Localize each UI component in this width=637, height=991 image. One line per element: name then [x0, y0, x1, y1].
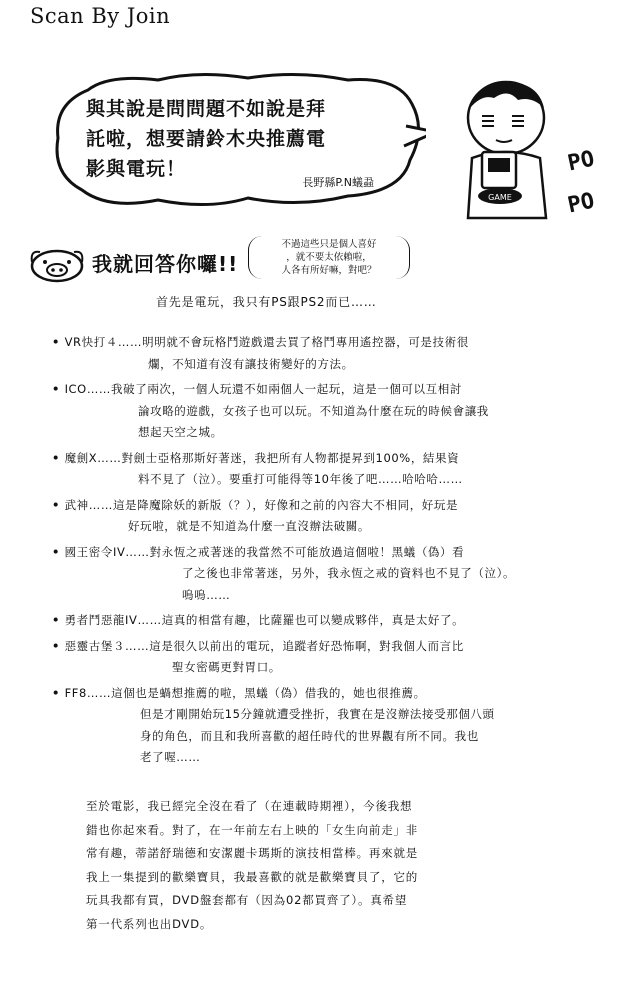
movie-line: 至於電影，我已經完全沒在看了（在連載時期裡），今後我想	[86, 799, 413, 813]
game-entry-continuation: 料不見了（泣）。要重打可能得等10年後了吧……哈哈哈……	[138, 472, 463, 486]
game-entry-title-line	[52, 332, 600, 354]
game-list	[52, 332, 600, 773]
aside-line: 人各有所好嘛，對吧？	[281, 265, 377, 276]
game-entry-continuation: 論攻略的遊戲，女孩子也可以玩。不知道為什麼在玩的時候會讓我	[138, 403, 489, 418]
game-entry	[52, 542, 600, 607]
pig-icon	[26, 244, 88, 288]
bullet-icon: •	[52, 638, 65, 653]
game-entry-continuation: 嗚嗚……	[182, 587, 231, 602]
game-entry-title-line	[52, 636, 600, 658]
mascot-shirt-label: GAME	[488, 193, 512, 202]
aside-line: ，就不要太依賴啦，	[286, 252, 372, 263]
game-entry-continuation: 聖女密碼更對胃口。	[172, 660, 281, 674]
intro-text: 首先是電玩，我只有PS跟PS2而已……	[156, 295, 377, 309]
bullet-icon: •	[52, 497, 65, 512]
movie-line: 常有趣，蒂諾舒瑞德和安潔麗卡瑪斯的演技相當棒。再來就是	[86, 846, 419, 860]
game-entry-title-line	[52, 683, 600, 705]
game-entry	[52, 636, 600, 679]
game-entry	[52, 495, 600, 538]
game-entry-continuation: 但是才剛開始玩15分鐘就遭受挫折，我實在是沒辦法接受那個八頭	[140, 707, 495, 721]
question-line: 與其說是問問題不如說是拜	[86, 98, 327, 120]
game-entry	[52, 448, 600, 491]
game-entry-continuation: 身的角色，而且和我所喜歡的超任時代的世界觀有所不同。我也	[140, 728, 479, 743]
question-text	[86, 94, 396, 184]
game-entry-title-line	[52, 610, 600, 632]
sound-effect-glyph: PO	[565, 188, 597, 219]
game-entry-text: FF8……這個也是蝸想推薦的啦，黑蟻（偽）借我的，她也很推薦。	[64, 685, 426, 700]
bullet-icon: •	[52, 335, 65, 349]
answer-heading: 我就回答你囉!!	[92, 252, 239, 276]
bullet-icon: •	[52, 613, 65, 627]
bullet-icon: •	[52, 544, 65, 559]
game-entry-title-line	[52, 448, 600, 470]
sound-effect	[565, 146, 597, 219]
question-line: 影與電玩！	[86, 158, 187, 180]
reader-signature: 長野縣P.N蟻蝨	[302, 176, 374, 189]
scan-credit: Scan By Join	[30, 4, 171, 28]
movie-line: 我上一集提到的歡樂寶貝，我最喜歡的就是歡樂寶貝了，它的	[86, 869, 419, 884]
bullet-icon: •	[52, 685, 65, 700]
game-entry	[52, 683, 600, 769]
bullet-icon: •	[52, 382, 65, 396]
game-entry-title-line	[52, 542, 600, 564]
movie-line: 錯也你起來看。對了，在一年前左右上映的「女生向前走」非	[86, 822, 419, 837]
mascot-holding-game-icon	[448, 78, 568, 228]
game-entry-text: ICO……我破了兩次，一個人玩還不如兩個人一起玩，這是一個可以互相討	[64, 382, 462, 396]
game-entry-text: 武神……這是降魔除妖的新版（？），好像和之前的內容大不相同，好玩是	[64, 497, 459, 512]
game-entry-text: 國王密令IV……對永恆之戒著迷的我當然不可能放過這個啦！黑蟻（偽）看	[64, 544, 465, 559]
game-entry-continuation: 想起天空之城。	[138, 425, 223, 439]
aside-line: 不過這些只是個人喜好	[281, 239, 377, 250]
game-entry-continuation: 老了喔……	[140, 750, 201, 764]
game-entry-continuation: 爛，不知道有沒有讓技術變好的方法。	[148, 356, 354, 371]
game-entry-continuation: 了之後也非常著迷，另外，我永恆之戒的資料也不見了（泣）。	[182, 566, 516, 580]
question-line: 託啦，想要請鈴木央推薦電	[86, 128, 327, 150]
movie-line: 第一代系列也出DVD。	[86, 916, 213, 931]
game-entry-title-line	[52, 495, 600, 517]
game-entry	[52, 379, 600, 444]
movie-paragraph	[86, 795, 506, 936]
author-mascot-drawing	[448, 78, 568, 232]
game-entry-title-line	[52, 379, 600, 401]
game-entry-text: VR快打４……明明就不會玩格鬥遊戲還去買了格鬥專用遙控器，可是技術很	[64, 335, 469, 349]
game-entry-text: 勇者鬥惡龍IV……這真的相當有趣，比薩羅也可以變成夥伴，真是太好了。	[64, 613, 465, 627]
bullet-icon: •	[52, 450, 65, 465]
aside-note	[248, 236, 410, 279]
question-speech-bubble	[48, 68, 426, 214]
game-entry	[52, 610, 600, 632]
game-entry	[52, 332, 600, 375]
sound-effect-glyph: PO	[565, 146, 597, 177]
movie-line: 玩具我都有買，DVD盤套都有（因為02都買齊了）。真希望	[86, 893, 408, 907]
game-entry-text: 惡靈古堡３……這是很久以前出的電玩，追蹤者好恐怖啊，對我個人而言比	[64, 638, 464, 653]
game-entry-text: 魔劍X……對劍士亞格那斯好著迷，我把所有人物都提昇到100%，結果資	[64, 450, 460, 465]
game-entry-continuation: 好玩啦，就是不知道為什麼一直沒辦法破關。	[128, 519, 370, 533]
